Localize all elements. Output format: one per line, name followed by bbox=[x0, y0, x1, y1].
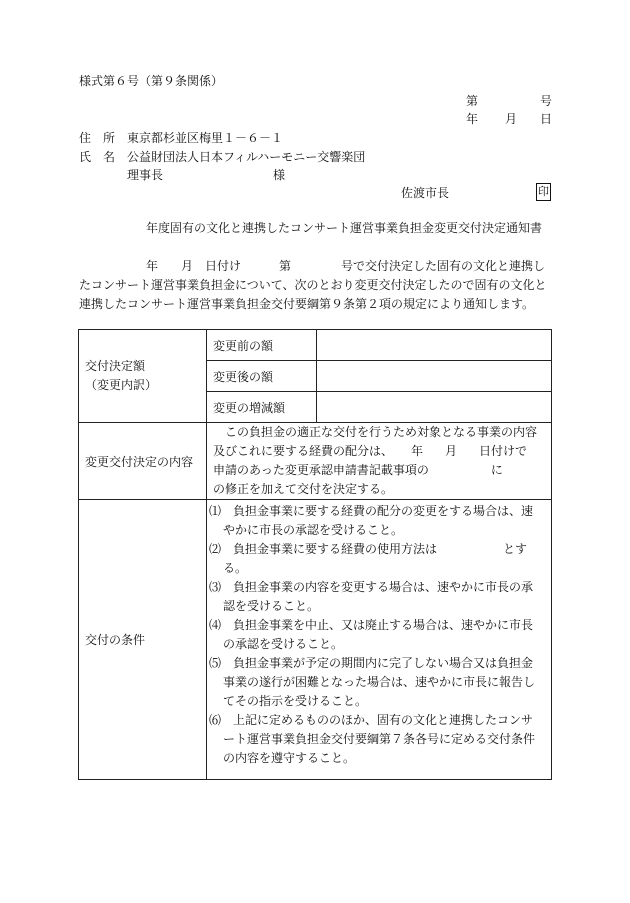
content-line4: の修正を加えて交付を決定する。 bbox=[213, 482, 394, 496]
body-line3: 連携したコンサート運営事業負担金交付要綱第９条第２項の規定により通知します。 bbox=[79, 297, 535, 311]
content-label: 変更交付決定の内容 bbox=[79, 423, 207, 500]
document-title: 年度固有の文化と連携したコンサート運営事業負担金変更交付決定通知書 bbox=[146, 221, 543, 235]
condition-item: ⑶ 負担金事業の内容を変更する場合は、速やかに市長の承認を受けること。 bbox=[209, 580, 534, 613]
form-number: 様式第６号（第９条関係） bbox=[79, 74, 224, 88]
date-year: 年 bbox=[466, 112, 479, 126]
conditions-cell bbox=[207, 500, 552, 780]
address-value: 東京都杉並区梅里１－６－１ bbox=[127, 131, 284, 145]
content-line2: 及びこれに要する経費の配分は、 年 月 日付けで bbox=[213, 444, 528, 458]
body-month: 月 bbox=[181, 259, 194, 273]
doc-number-go: 号 bbox=[540, 94, 553, 108]
body-line1-rest: 号で交付決定した固有の文化と連携し bbox=[341, 259, 546, 273]
content-cell bbox=[207, 423, 552, 500]
name-value: 公益財団法人日本フィルハーモニー交響楽団 bbox=[127, 150, 366, 164]
diff-value[interactable] bbox=[317, 392, 552, 423]
body-year: 年 bbox=[146, 259, 159, 273]
issuer-title: 佐渡市長 bbox=[401, 186, 450, 200]
amount-label: 交付決定額 bbox=[85, 359, 146, 373]
representative-title: 理事長 bbox=[127, 168, 164, 182]
name-label: 氏 名 bbox=[79, 150, 116, 164]
diff-label: 変更の増減額 bbox=[207, 392, 317, 423]
condition-item: ⑴ 負担金事業に要する経費の配分の変更をする場合は、速やかに市長の承認を受けること。 bbox=[209, 504, 534, 537]
seal-mark: 印 bbox=[536, 183, 551, 201]
after-value[interactable] bbox=[317, 361, 552, 392]
doc-number-dai: 第 bbox=[466, 94, 479, 108]
date-month: 月 bbox=[505, 112, 518, 126]
representative-honorific: 様 bbox=[273, 168, 286, 182]
content-line1: この負担金の適正な交付を行うため対象となる事業の内容 bbox=[225, 425, 538, 439]
date-day: 日 bbox=[540, 112, 553, 126]
body-line2: たコンサート運営事業負担金について、次のとおり変更交付決定したので固有の文化と bbox=[79, 278, 547, 292]
after-label: 変更後の額 bbox=[207, 361, 317, 392]
body-dai: 第 bbox=[279, 259, 292, 273]
content-line3: 申請のあった変更承認申請書記載事項の に bbox=[213, 463, 503, 477]
amount-label-cell bbox=[79, 330, 207, 423]
before-value[interactable] bbox=[317, 330, 552, 361]
before-label: 変更前の額 bbox=[207, 330, 317, 361]
condition-item: ⑹ 上記に定めるもののほか、固有の文化と連携したコンサート運営事業負担金交付要綱第７条各号に定める交付条件の内容を遵守すること。 bbox=[209, 713, 536, 765]
body-day: 日付け bbox=[205, 259, 242, 273]
amount-sublabel: （変更内訳） bbox=[85, 378, 158, 392]
address-label: 住 所 bbox=[79, 131, 116, 145]
decision-table bbox=[78, 329, 552, 780]
condition-item: ⑵ 負担金事業に要する経費の使用方法は とする。 bbox=[209, 542, 528, 575]
condition-item: ⑷ 負担金事業を中止、又は廃止する場合は、速やかに市長の承認を受けること。 bbox=[209, 618, 534, 651]
conditions-label: 交付の条件 bbox=[79, 500, 207, 780]
condition-item: ⑸ 負担金事業が予定の期間内に完了しない場合又は負担金事業の遂行が困難となった場合は、速やかに市長に報告してその指示を受けること。 bbox=[209, 656, 536, 708]
